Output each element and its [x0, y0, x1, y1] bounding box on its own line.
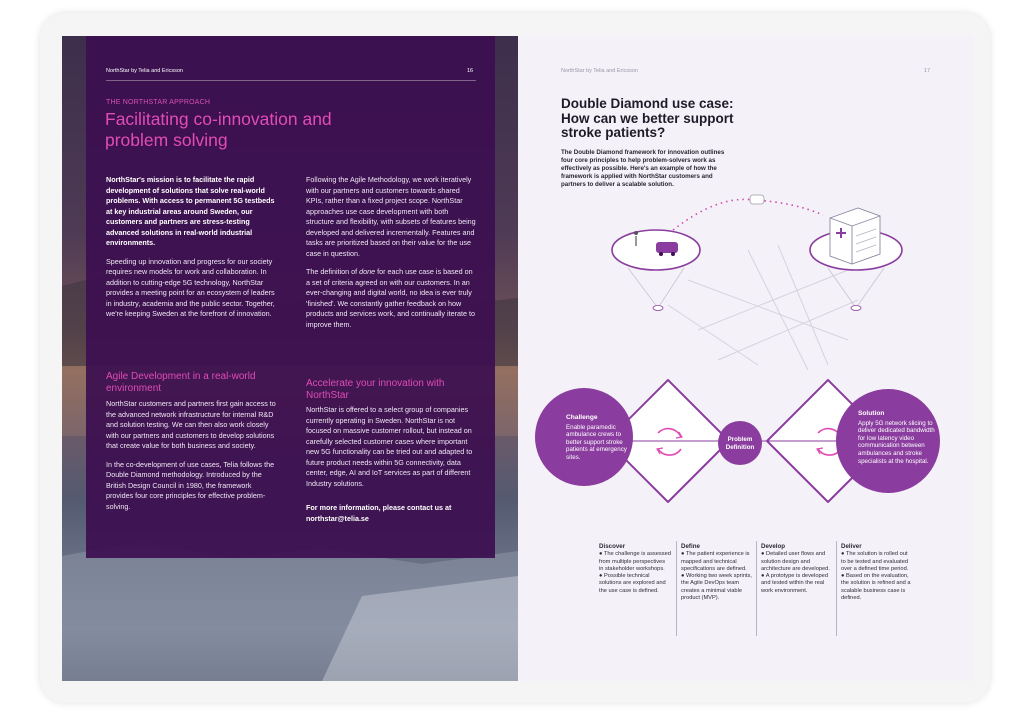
body-paragraph: NorthStar is offered to a select group of companies currently operating in Sweden. NorthStar is not focused on massive customer rollout, but instead on carefully selected customer cases where important new 5G functionality can be tried out and adapted to future product needs within 5G connectivity, data center, edge, AI and IoT services as part of different Industry solutions.	[306, 405, 473, 488]
section-kicker: THE NORTHSTAR APPROACH	[106, 99, 211, 106]
text-run: for each use case is based on a set of criteria agreed on with our customers. In an ever-changing and digital world, no idea is ever truly 'finished'. We constantly gather feedback on how products and services work, and continually iterate to improve them.	[306, 267, 475, 329]
phase-bullet: ● Possible technical solutions are explored and the use case is defined.	[599, 573, 666, 594]
solution-block	[858, 410, 936, 465]
phase-title: Deliver	[841, 543, 862, 550]
right-column	[306, 175, 478, 338]
phase-divider	[836, 541, 837, 636]
right-page-number: 17	[924, 68, 931, 74]
phase-bullet: ● The challenge is assessed from multiple perspectives in stakeholder workshops.	[599, 551, 671, 572]
body-paragraph: Speeding up innovation and progress for our society requires new models for work and collaboration. In addition to cutting-edge 5G technology, NorthStar provides a meeting point for an ecosystem of leaders in industry, academia and the public sector. Together, we're keeping Sweden at the forefront of innovation.	[106, 256, 275, 318]
phase-bullet: ● A prototype is developed and tested within the real work environment.	[761, 573, 828, 594]
text-run: The definition of	[306, 267, 360, 276]
connector-line	[628, 268, 658, 308]
solution-text: Apply 5G network slicing to deliver dedicated bandwidth for low latency video communication between ambulances and stroke specialists at the hospital.	[858, 419, 935, 465]
subheading-accelerate: Accelerate your innovation with NorthStar	[306, 378, 445, 401]
left-running-header: NorthStar by Telia and Ericsson	[106, 68, 183, 74]
left-page-number: 16	[467, 68, 474, 74]
phase-divider	[676, 541, 677, 636]
phase-divider	[756, 541, 757, 636]
location-marker	[653, 306, 663, 311]
phase-bullet: ● The patient experience is mapped and technical specifications are defined.	[681, 551, 750, 572]
case-title: Double Diamond use case: How can we better support stroke patients?	[561, 96, 734, 140]
phase-define	[681, 543, 753, 602]
connector-line	[856, 268, 884, 308]
phase-bullet: ● The solution is rolled out to be tested and evaluated over a defined time period.	[841, 551, 909, 572]
phase-bullet: ● Based on the evaluation, the solution is refined and a scalable business case is defined.	[841, 573, 911, 602]
body-paragraph: NorthStar customers and partners first gain access to the advanced network infrastructure for internal R&D and solution testing. We can then also work closely with our partners and customers to develop solutions that create value for both business and society.	[106, 399, 276, 450]
double-diamond-diagram	[518, 190, 974, 540]
challenge-title: Challenge	[566, 414, 598, 421]
phase-title: Discover	[599, 543, 626, 550]
signal-icon	[750, 195, 764, 204]
header-rule	[106, 80, 476, 81]
connector-line	[658, 268, 684, 308]
phase-deliver	[841, 543, 913, 602]
lead-paragraph: NorthStar's mission is to facilitate the rapid development of solutions that solve real-world problems. With access to permanent 5G testbeds at key industrial areas around Sweden, our customers and partners are stress-testing advanced solutions in real-world industrial environments.	[106, 175, 275, 247]
page-title: Facilitating co-innovation and problem solving	[105, 109, 332, 150]
done-paragraph	[306, 267, 478, 330]
connector-line	[828, 268, 856, 308]
phase-bullet: ● Working two week sprints, the Agile DevOps team creates a minimal viable product (MVP).	[681, 573, 752, 602]
case-intro: The Double Diamond framework for innovation outlines four core principles to help problem-solvers work as effectively as possible. Here's an example of how the framework is applied with NorthStar customers and partners to deliver a scalable solution.	[561, 149, 725, 188]
phase-title: Develop	[761, 543, 786, 550]
emphasis-text: done	[359, 267, 376, 276]
body-paragraph: In the co-development of use cases, Telia follows the Double Diamond methodology. Introduced by the British Design Council in 1980, the framework provides four core principles for effective problem-solving.	[106, 459, 275, 511]
route-dots	[673, 199, 823, 230]
phase-discover	[599, 543, 671, 595]
subheading-agile: Agile Development in a real-world environment	[106, 371, 256, 394]
challenge-text: Enable paramedic ambulance crews to better support stroke patients at emergency sites.	[566, 423, 627, 461]
left-column-lower	[106, 399, 278, 520]
contact-line[interactable]: For more information, please contact us at northstar@telia.se	[306, 503, 452, 523]
solution-title: Solution	[858, 410, 885, 417]
phase-bullet: ● Detailed user flows and solution design and architecture are developed.	[761, 551, 830, 572]
left-column	[106, 175, 278, 328]
phase-develop	[761, 543, 833, 595]
location-marker	[851, 306, 861, 311]
body-paragraph: Following the Agile Methodology, we work iteratively with our partners and customers towards shared KPIs, rather than a fixed project scope. NorthStar approaches use case development with both structure and flexibility, with subsets of features being developed and delivered incrementally. Features and tasks are prioritized based on their value for the use case in question.	[306, 175, 476, 258]
right-running-header: NorthStar by Telia and Ericsson	[561, 68, 638, 74]
right-column-lower	[306, 405, 478, 532]
hospital-icon	[830, 208, 880, 264]
challenge-block	[566, 414, 634, 462]
problem-definition-label: Problem Definition	[725, 436, 755, 451]
phase-title: Define	[681, 543, 700, 550]
